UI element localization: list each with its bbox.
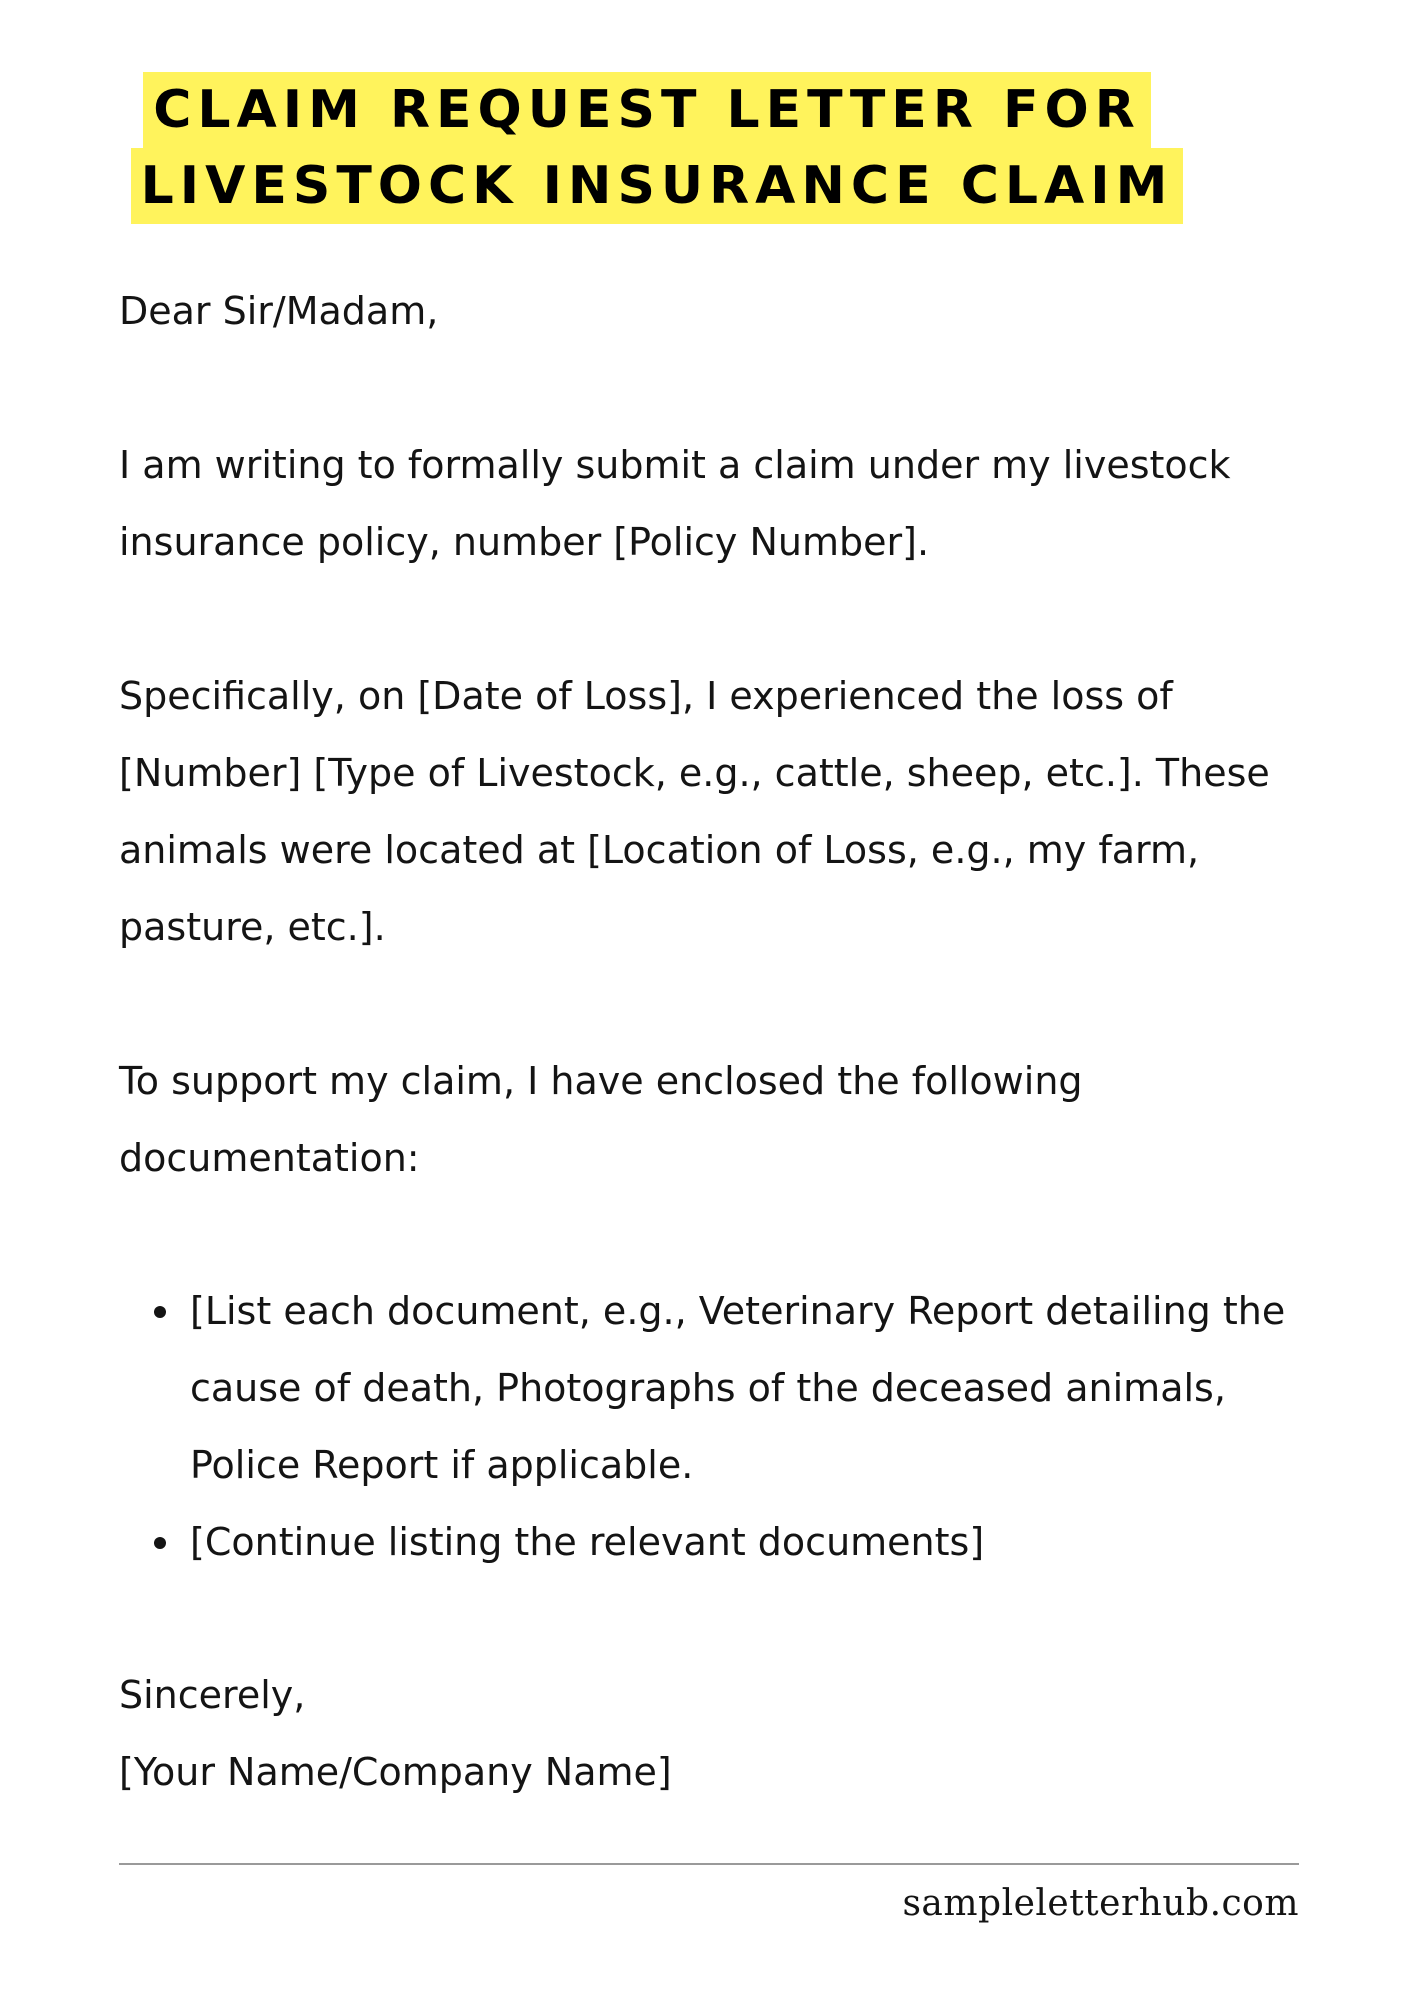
closing-block [119, 1657, 1359, 1811]
bullet-icon [154, 1537, 166, 1549]
greeting [119, 273, 1359, 350]
list-item-text: [Continue listing the relevant documents] [190, 1520, 985, 1564]
signature-text: [Your Name/Company Name] [119, 1750, 672, 1794]
paragraph-documentation [119, 1043, 1359, 1197]
website-name: sampleletterhub.com [902, 1883, 1299, 1924]
document-list [190, 1273, 1340, 1581]
closing-text: Sincerely, [119, 1673, 306, 1717]
list-item-text: [List each document, e.g., Veterinary Report detailing the cause of death, Photographs of the deceased animals, Police Report if applicable. [190, 1289, 1286, 1487]
letter-title [0, 72, 1414, 224]
paragraph-loss-details [119, 658, 1359, 966]
title-line-2: LIVESTOCK INSURANCE CLAIM [131, 148, 1184, 224]
paragraph-loss-details-text: Specifically, on [Date of Loss], I experienced the loss of [Number] [Type of Livestock, e.g., cattle, sheep, etc.]. These animals were located at [Location of Loss, e.g., my farm, pasture, etc.]. [119, 674, 1270, 949]
bullet-icon [154, 1306, 166, 1318]
paragraph-policy [119, 427, 1359, 581]
paragraph-policy-text: I am writing to formally submit a claim under my livestock insurance policy, number [Policy Number]. [119, 443, 1231, 564]
greeting-text: Dear Sir/Madam, [119, 289, 439, 333]
list-item [190, 1504, 1340, 1581]
footer-divider [119, 1863, 1299, 1865]
paragraph-documentation-text: To support my claim, I have enclosed the following documentation: [119, 1059, 1083, 1180]
list-item [190, 1273, 1340, 1504]
title-line-1: CLAIM REQUEST LETTER FOR [143, 72, 1151, 148]
